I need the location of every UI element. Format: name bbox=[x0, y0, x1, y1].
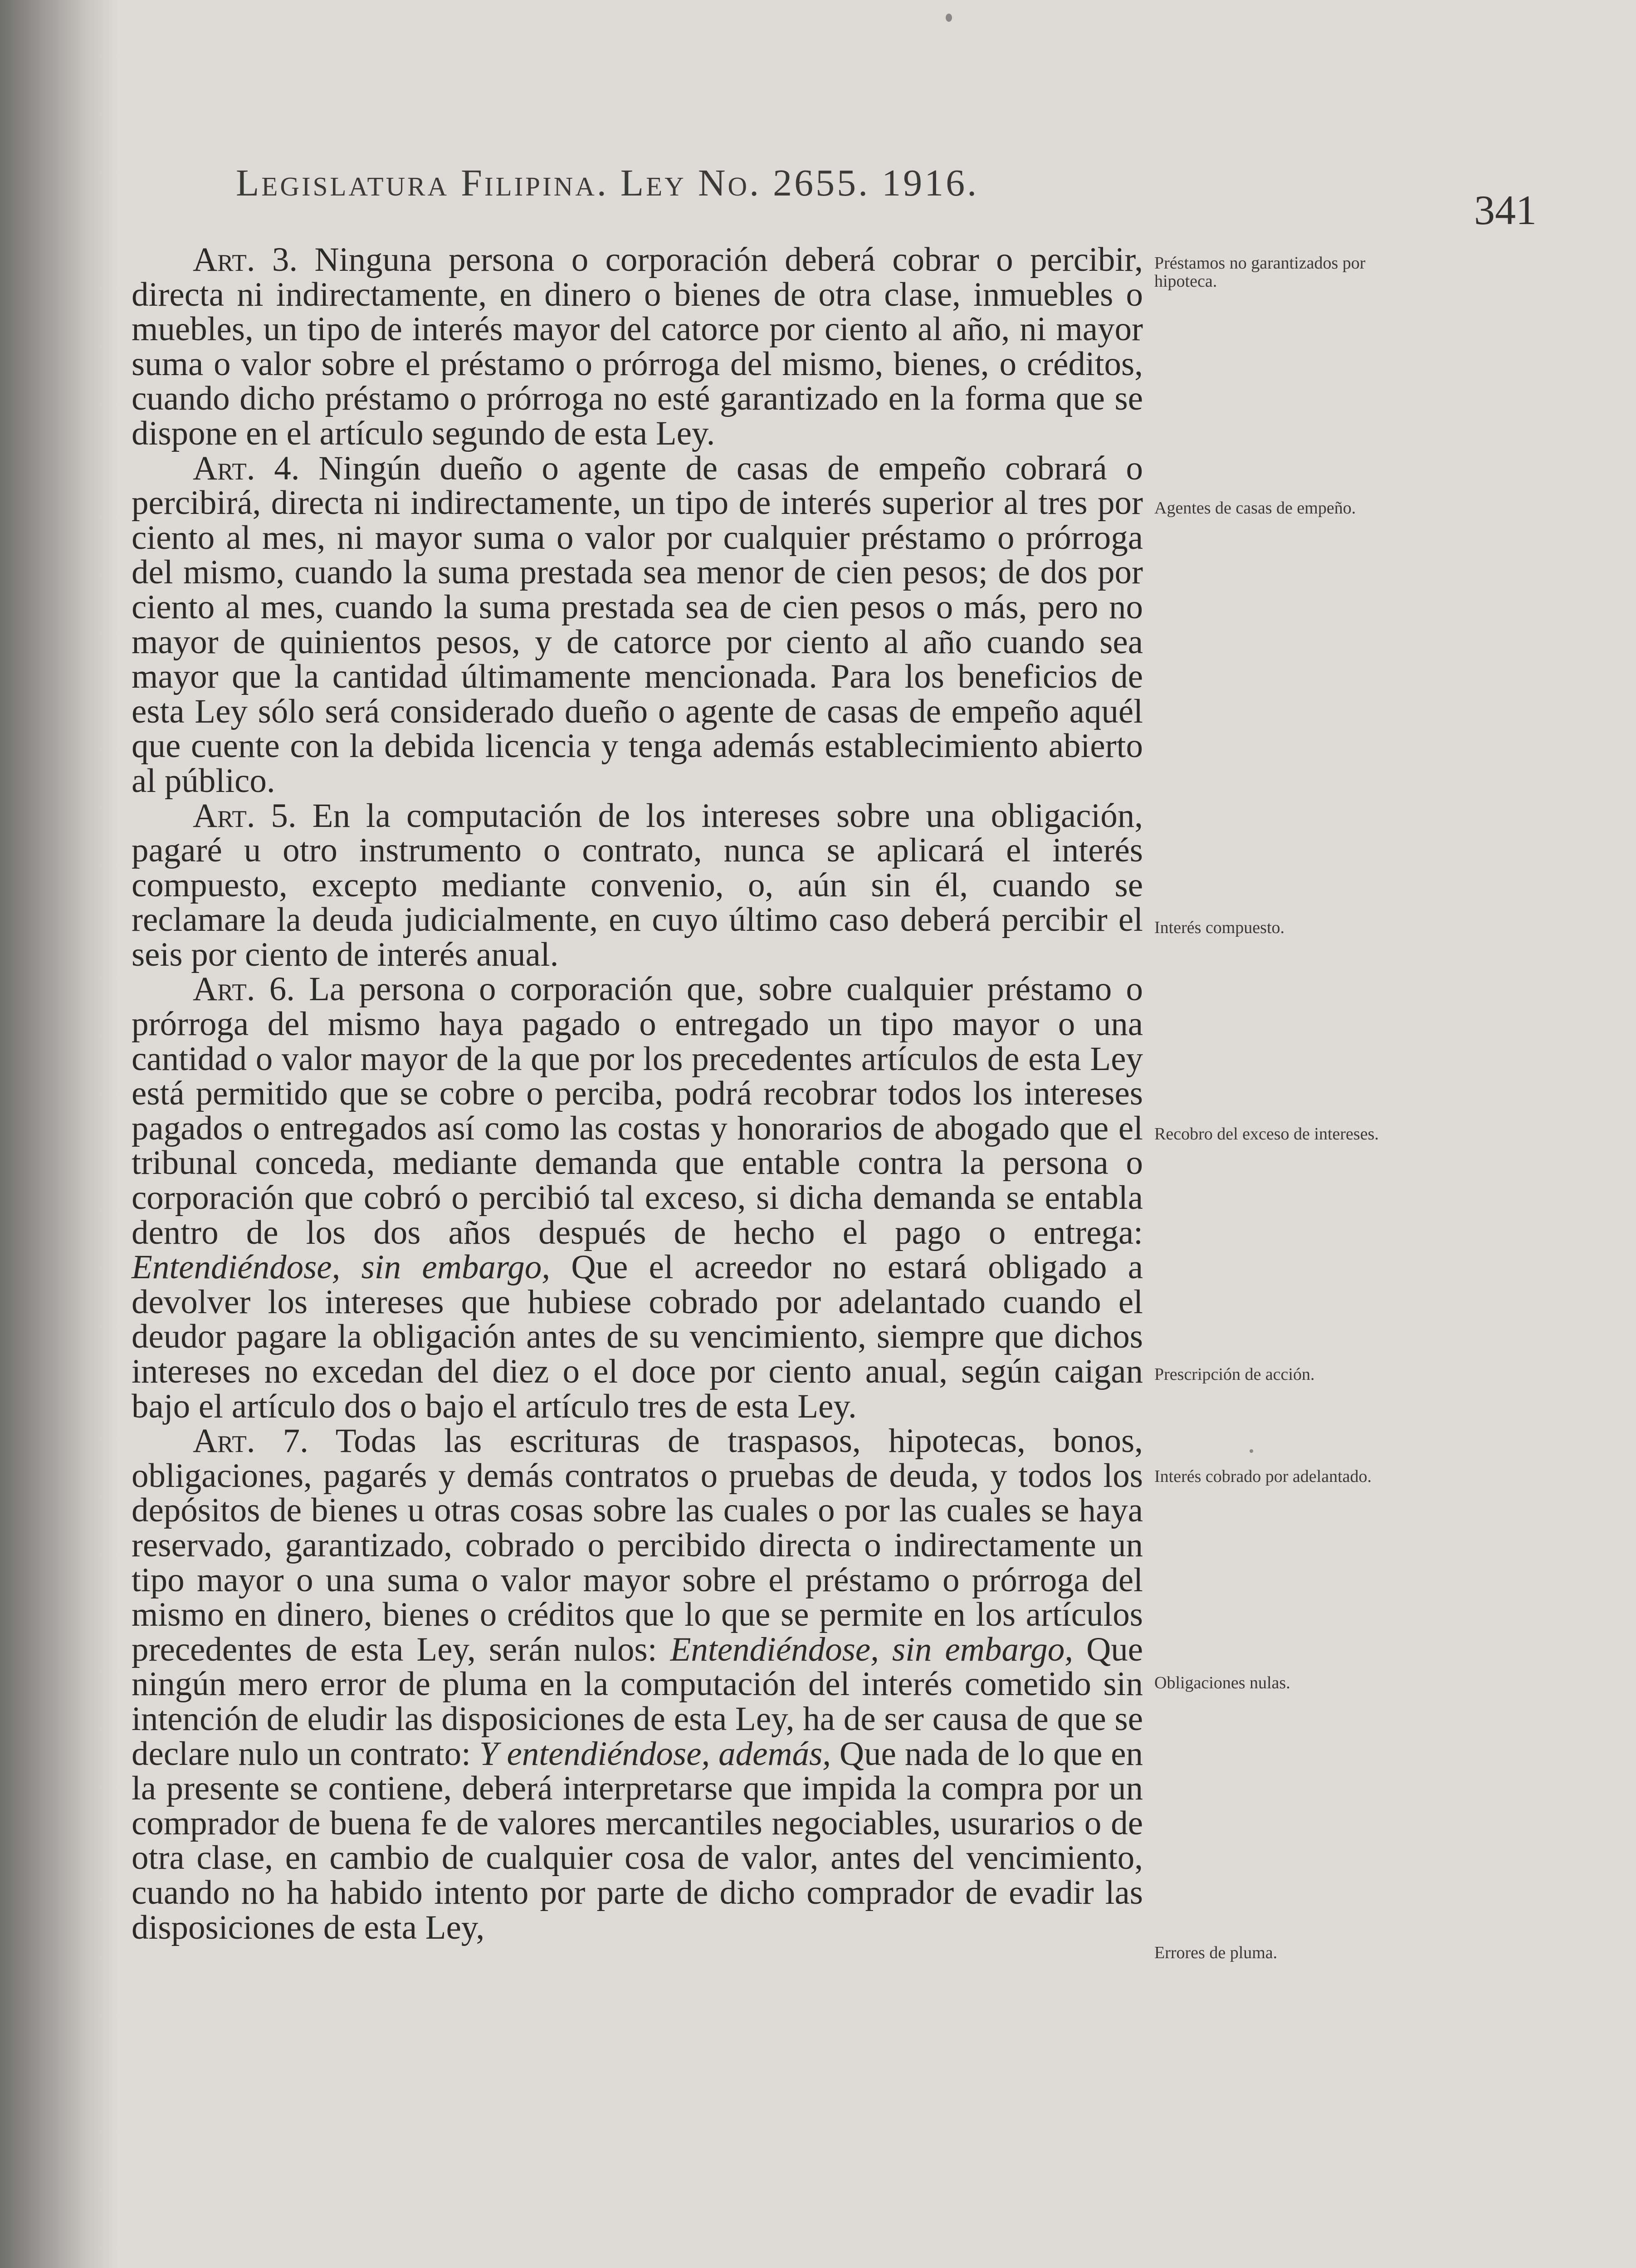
margin-note-interes-adelantado: Interés cobrado por adelantado. bbox=[1154, 1467, 1372, 1486]
margin-note-prescripcion: Prescripción de acción. bbox=[1154, 1365, 1315, 1384]
margin-note-obligaciones-nulas: Obligaciones nulas. bbox=[1154, 1673, 1290, 1692]
proviso-italic-second: Y entendiéndose, además, bbox=[479, 1735, 831, 1773]
article-label: Art. 5. bbox=[193, 797, 297, 835]
article-text-continued: Que ningún mero error de pluma en la computación del interés cometido sin intención de eludir las disposiciones de esta Ley, ha de ser causa de que se declare nulo un contrato: bbox=[132, 1630, 1143, 1773]
article-text: Todas las escrituras de traspasos, hipotecas, bonos, obligaciones, pagarés y demás contratos o pruebas de deuda, y todos los depósitos de bienes u otras cosas sobre las cuales o por las cuales se haya reservado, garantizado, cobrado o percibido directa o indirectamente un tipo mayor o una suma o valor mayor sobre el préstamo o prórroga del mismo en dinero, bienes o créditos que lo que se permite en los artículos precedentes de esta Ley, serán nulos: bbox=[132, 1422, 1143, 1668]
dust-speck bbox=[946, 14, 952, 22]
article-label: Art. 3. bbox=[193, 241, 298, 279]
article-label: Art. 7. bbox=[193, 1422, 308, 1460]
running-header: Legislatura Filipina. Ley No. 2655. 1916. bbox=[236, 162, 979, 204]
article-text: Ninguna persona o corporación deberá cobrar o percibir, directa ni indirectamente, en dinero o bienes de otra clase, inmuebles o muebles, un tipo de interés mayor del catorce por ciento al año, ni mayor suma o valor sobre el préstamo o prórroga del mismo, bienes, o créditos, cuando dicho préstamo o prórroga no esté garantizado en la forma que se dispone en el artículo segundo de esta Ley. bbox=[132, 241, 1143, 452]
margin-note-prestamos: Préstamos no garantizados por hipoteca. bbox=[1154, 254, 1366, 291]
article-text: Ningún dueño o agente de casas de empeño cobrará o percibirá, directa ni indirectamente, un tipo de interés superior al tres por ciento al mes, ni mayor suma o valor por cualquier préstamo o prórroga del mismo, cuando la suma prestada sea menor de cien pesos; de dos por ciento al mes, cuando la suma prestada sea de cien pesos o más, pero no mayor de quinientos pesos, y de catorce por ciento al año cuando sea mayor que la cantidad últimamente mencionada. Para los beneficios de esta Ley sólo será considerado dueño o agente de casas de empeño aquél que cuente con la debida licencia y tenga además establecimiento abierto al público. bbox=[132, 449, 1143, 800]
margin-note-errores: Errores de pluma. bbox=[1154, 1943, 1278, 1962]
proviso-italic: Entendiéndose, sin embargo, bbox=[132, 1248, 551, 1286]
article-4 bbox=[132, 451, 1143, 799]
page-number: 341 bbox=[1474, 187, 1537, 233]
article-text-continued: Que el acreedor no estará obligado a devolver los intereses que hubiese cobrado por adelantado cuando el deudor pagare la obligación antes de su vencimiento, siempre que dichos intereses no excedan del diez o el doce por ciento anual, según caigan bajo el artículo dos o bajo el artículo tres de esta Ley. bbox=[132, 1248, 1143, 1425]
article-3 bbox=[132, 243, 1143, 451]
margin-note-agentes: Agentes de casas de empeño. bbox=[1154, 499, 1356, 518]
margin-note-recobro: Recobro del exceso de intereses. bbox=[1154, 1124, 1379, 1144]
article-6 bbox=[132, 972, 1143, 1424]
article-text: La persona o corporación que, sobre cualquier préstamo o prórroga del mismo haya pagado o entregado un tipo mayor o una cantidad o valor mayor de la que por los precedentes artículos de esta Ley está permitido que se cobre o perciba, podrá recobrar todos los intereses pagados o entregados así como las costas y honorarios de abogado que el tribunal conceda, mediante demanda que entable contra la persona o corporación que cobró o percibió tal exceso, si dicha demanda se entabla dentro de los dos años después de hecho el pago o entrega: bbox=[132, 970, 1143, 1251]
statute-body bbox=[132, 243, 1143, 1945]
article-5 bbox=[132, 799, 1143, 973]
proviso-italic: Entendiéndose, sin embargo, bbox=[670, 1630, 1074, 1668]
article-7 bbox=[132, 1424, 1143, 1945]
article-label: Art. 6. bbox=[193, 970, 295, 1008]
margin-note-interes-compuesto: Interés compuesto. bbox=[1154, 918, 1285, 937]
article-text-final: Que nada de lo que en la presente se contiene, deberá interpretarse que impida la compra por un comprador de buena fe de valores mercantiles negociables, usurarios o de otra clase, en cambio de cualquier cosa de valor, antes del vencimiento, cuando no ha habido intento por parte de dicho comprador de evadir las disposiciones de esta Ley, bbox=[132, 1735, 1143, 1946]
dust-speck bbox=[1250, 1449, 1253, 1453]
article-label: Art. 4. bbox=[193, 449, 300, 487]
article-text: En la computación de los intereses sobre una obligación, pagaré u otro instrumento o contrato, nunca se aplicará el interés compuesto, excepto mediante convenio, o, aún sin él, cuando se reclamare la deuda judicialmente, en cuyo último caso deberá percibir el seis por ciento de interés anual. bbox=[132, 797, 1143, 973]
